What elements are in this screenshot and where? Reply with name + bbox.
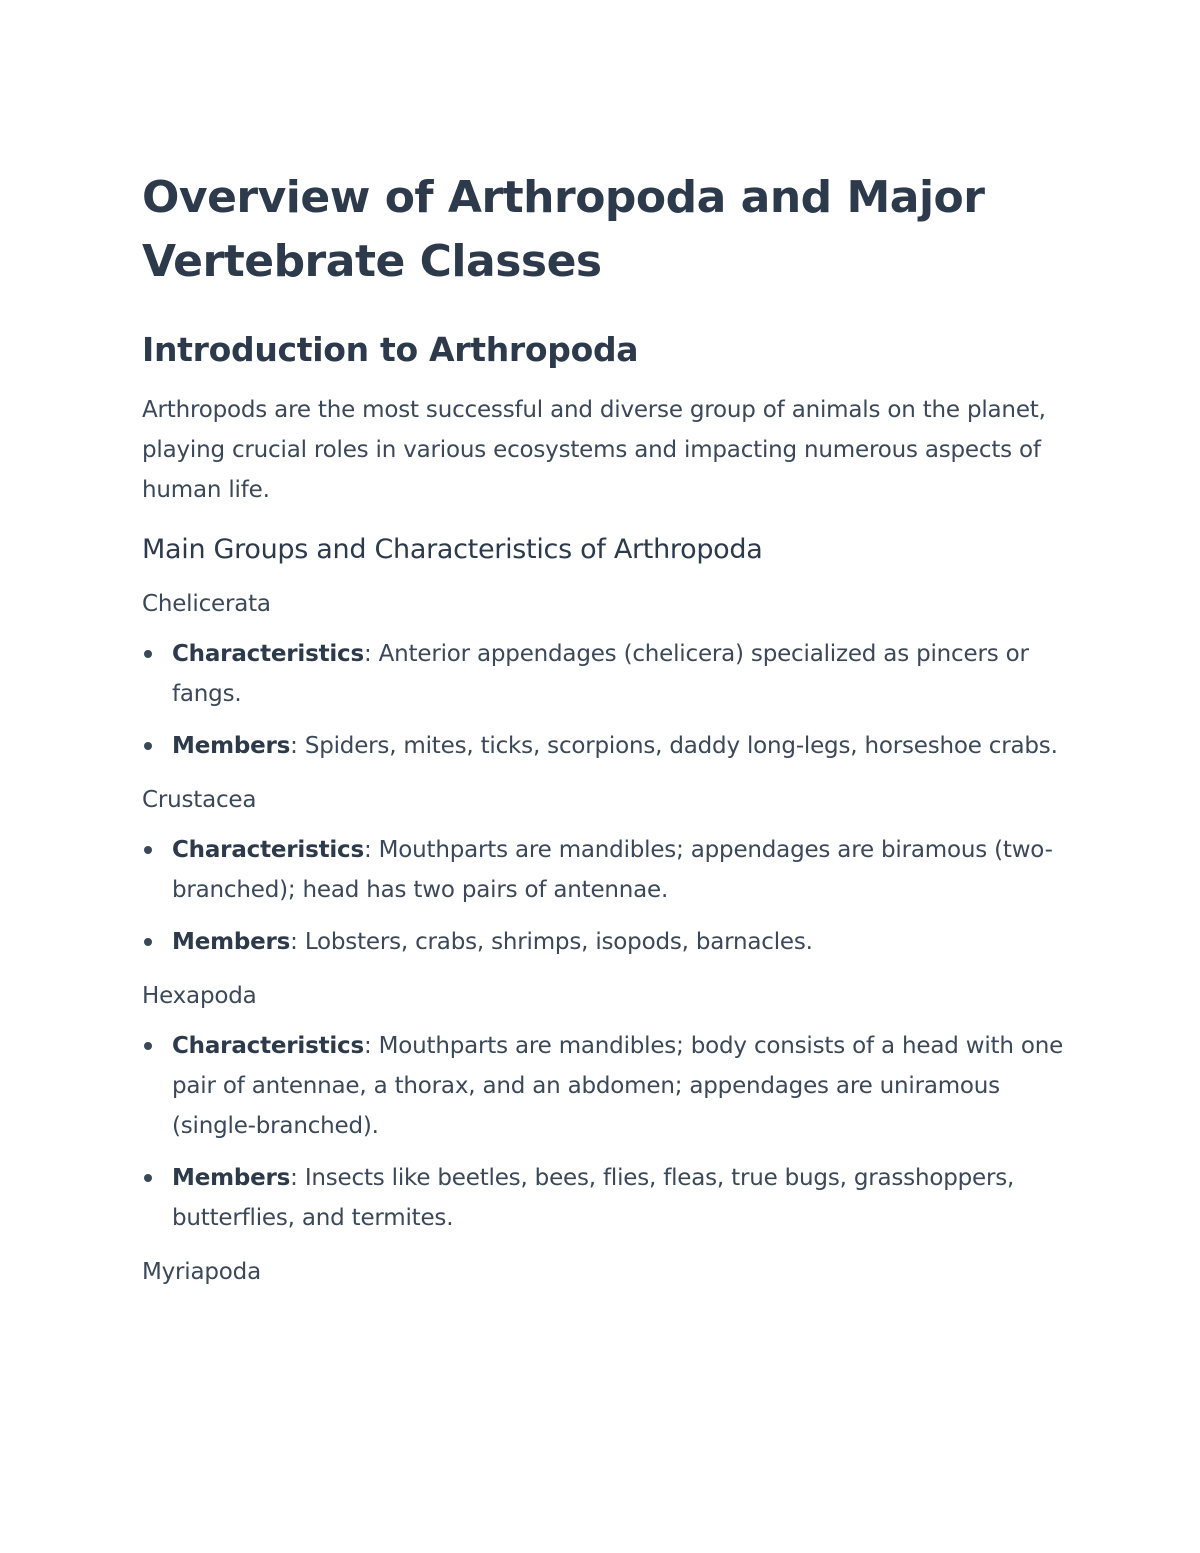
list-item — [142, 1026, 1082, 1146]
item-text: : Mouthparts are mandibles; appendages are biramous (two-branched); head has two pairs of antennae. — [172, 837, 1053, 903]
document-title: Overview of Arthropoda and Major Vertebrate Classes — [142, 172, 985, 287]
item-label: Characteristics — [172, 837, 364, 863]
group-heading-crustacea: Crustacea — [142, 787, 257, 813]
group-heading-myriapoda: Myriapoda — [142, 1259, 261, 1285]
item-label: Characteristics — [172, 1033, 364, 1059]
item-label: Members — [172, 1165, 291, 1191]
group-list-chelicerata — [142, 634, 1082, 766]
bullet-icon — [144, 846, 152, 854]
section-heading: Introduction to Arthropoda — [142, 330, 639, 369]
item-text: : Spiders, mites, ticks, scorpions, daddy long-legs, horseshoe crabs. — [290, 733, 1058, 759]
list-item — [142, 1158, 1082, 1238]
intro-paragraph: Arthropods are the most successful and diverse group of animals on the planet, playing crucial roles in various ecosystems and impacting numerous aspects of human life. — [142, 397, 1046, 503]
bullet-icon — [144, 742, 152, 750]
item-label: Characteristics — [172, 641, 364, 667]
item-text: : Mouthparts are mandibles; body consists of a head with one pair of antennae, a thorax, and an abdomen; appendages are uniramous (single-branched). — [172, 1033, 1064, 1139]
bullet-icon — [144, 1174, 152, 1182]
list-item — [142, 922, 1082, 962]
group-heading-chelicerata: Chelicerata — [142, 591, 271, 617]
item-text: : Lobsters, crabs, shrimps, isopods, barnacles. — [290, 929, 813, 955]
list-item — [142, 830, 1082, 910]
item-text: : Anterior appendages (chelicera) specialized as pincers or fangs. — [172, 641, 1029, 707]
group-list-hexapoda — [142, 1026, 1082, 1238]
item-text: : Insects like beetles, bees, flies, fleas, true bugs, grasshoppers, butterflies, and termites. — [172, 1165, 1015, 1231]
group-list-crustacea — [142, 830, 1082, 962]
document-page — [142, 166, 1082, 1290]
bullet-icon — [144, 938, 152, 946]
list-item — [142, 726, 1082, 766]
group-heading-hexapoda: Hexapoda — [142, 983, 257, 1009]
bullet-icon — [144, 1042, 152, 1050]
subsection-heading: Main Groups and Characteristics of Arthropoda — [142, 534, 763, 565]
item-label: Members — [172, 929, 291, 955]
item-label: Members — [172, 733, 291, 759]
list-item — [142, 634, 1082, 714]
bullet-icon — [144, 650, 152, 658]
